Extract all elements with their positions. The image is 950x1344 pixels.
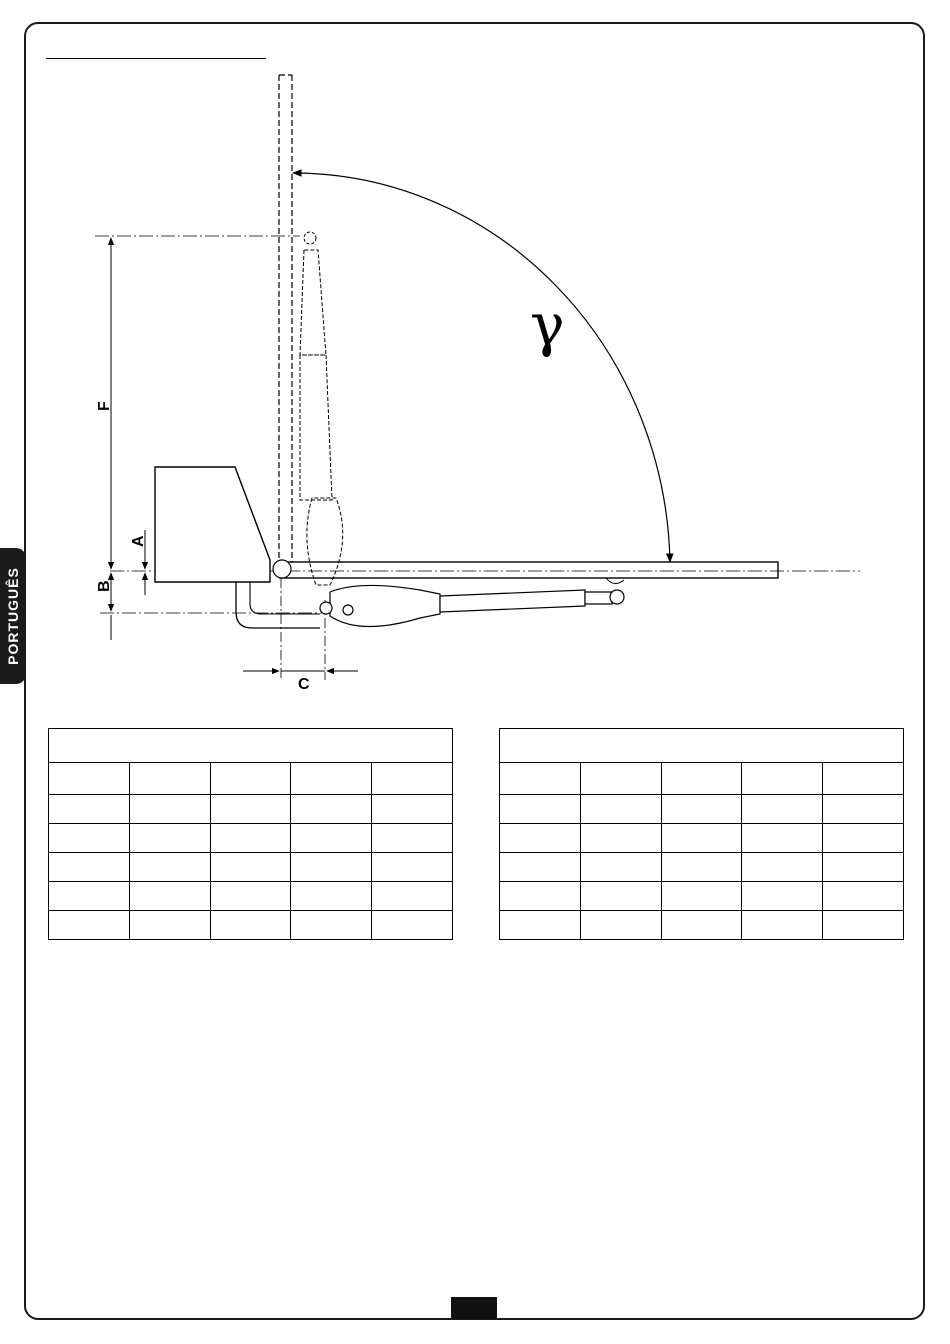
table-cell — [129, 853, 210, 882]
table-cell — [291, 824, 372, 853]
opening-angle-arc — [293, 173, 670, 562]
table-cell — [823, 853, 904, 882]
table-cell — [500, 882, 581, 911]
table-cell — [500, 853, 581, 882]
dimension-f-label: F — [96, 401, 113, 411]
table-cell — [291, 911, 372, 940]
dimension-c-label: C — [298, 676, 310, 693]
table-cell — [742, 824, 823, 853]
table-cell — [49, 824, 130, 853]
table-cell — [372, 853, 453, 882]
table-cell — [291, 853, 372, 882]
front-bracket — [606, 578, 624, 584]
table-cell — [580, 795, 661, 824]
gate-closed-position — [280, 562, 778, 578]
table-cell — [129, 882, 210, 911]
actuator-open-position — [300, 232, 343, 585]
table-cell — [372, 795, 453, 824]
table-cell — [823, 824, 904, 853]
pillar — [155, 467, 270, 582]
table-cell — [661, 824, 742, 853]
table-cell — [661, 795, 742, 824]
left-table — [48, 728, 453, 940]
right-table — [499, 728, 904, 940]
table-cell — [49, 882, 130, 911]
table-cell — [823, 763, 904, 795]
table-cell — [580, 911, 661, 940]
table-cell — [210, 882, 291, 911]
table-cell — [500, 795, 581, 824]
table-cell — [49, 763, 130, 795]
right-table-title — [500, 729, 904, 763]
table-cell — [372, 763, 453, 795]
table-cell — [210, 911, 291, 940]
table-cell — [661, 853, 742, 882]
table-cell — [372, 911, 453, 940]
table-cell — [823, 882, 904, 911]
table-cell — [742, 882, 823, 911]
table-cell — [580, 824, 661, 853]
table-cell — [580, 763, 661, 795]
rear-bracket — [236, 582, 320, 628]
table-cell — [49, 795, 130, 824]
table-cell — [49, 853, 130, 882]
table-cell — [661, 911, 742, 940]
table-cell — [742, 911, 823, 940]
dimension-a-label: A — [130, 535, 147, 547]
table-cell — [580, 853, 661, 882]
table-cell — [291, 882, 372, 911]
table-cell — [372, 882, 453, 911]
table-cell — [129, 795, 210, 824]
table-cell — [210, 763, 291, 795]
table-cell — [372, 824, 453, 853]
gate-open-position — [279, 75, 292, 575]
table-cell — [210, 795, 291, 824]
table-cell — [500, 763, 581, 795]
left-table-title — [49, 729, 453, 763]
table-cell — [291, 763, 372, 795]
dimension-b-label: B — [96, 580, 113, 592]
table-cell — [500, 824, 581, 853]
table-cell — [823, 795, 904, 824]
table-cell — [129, 824, 210, 853]
table-cell — [823, 911, 904, 940]
table-cell — [500, 911, 581, 940]
hinge — [273, 560, 291, 578]
table-cell — [742, 763, 823, 795]
language-tab-label: PORTUGUÊS — [5, 567, 21, 665]
table-cell — [291, 795, 372, 824]
gamma-label: γ — [530, 291, 565, 359]
table-cell — [49, 911, 130, 940]
table-cell — [580, 882, 661, 911]
table-cell — [661, 882, 742, 911]
page-number-box — [451, 1297, 497, 1319]
table-cell — [129, 763, 210, 795]
table-cell — [129, 911, 210, 940]
table-cell — [742, 795, 823, 824]
actuator-closed-position — [320, 585, 624, 626]
table-cell — [661, 763, 742, 795]
table-cell — [210, 824, 291, 853]
table-cell — [210, 853, 291, 882]
table-cell — [742, 853, 823, 882]
